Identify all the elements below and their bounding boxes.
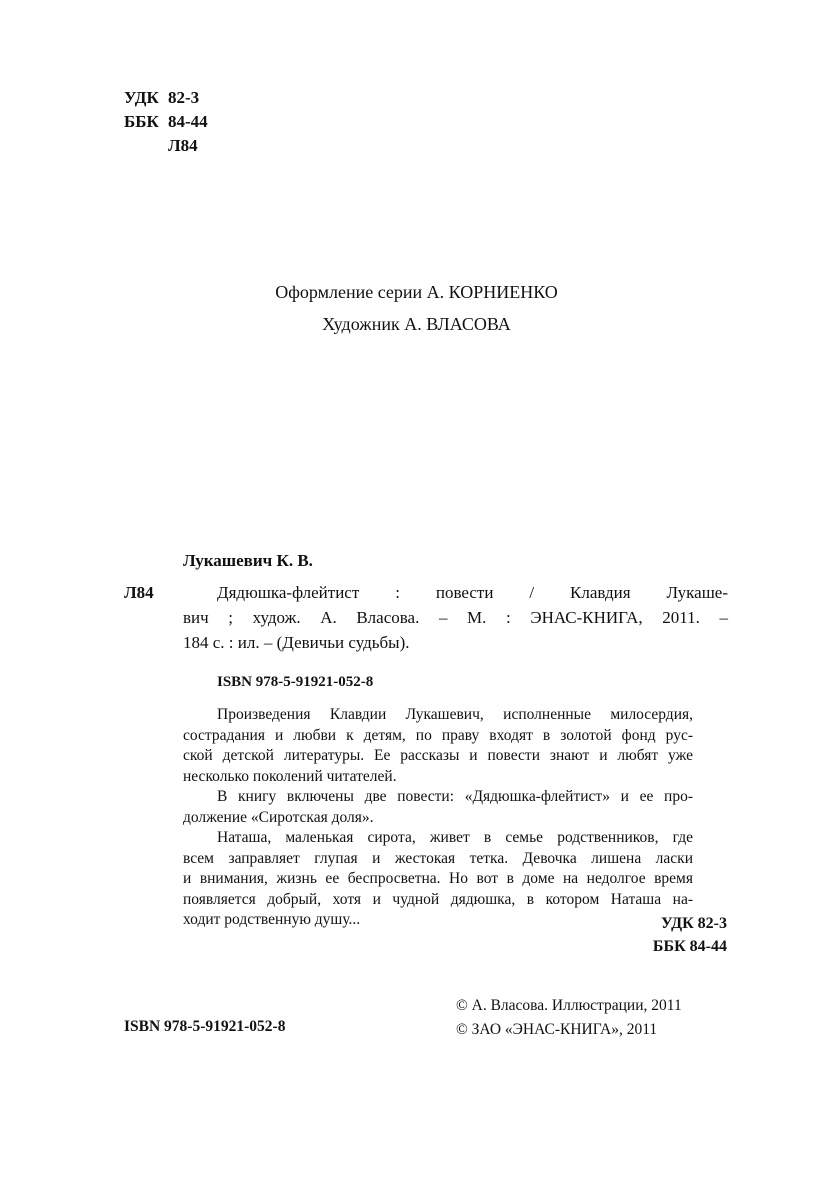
bbk-code-top: ББК 84-44: [124, 112, 208, 131]
classification-codes-bottom: [527, 912, 727, 958]
annotation-line: сострадания и любви к детям, по праву входят в золотой фонд рус-: [183, 726, 693, 744]
annotation-line: появляется добрый, хотя и чудной дядюшка, в котором Наташа на-: [183, 890, 693, 908]
classification-codes-top: [124, 86, 208, 158]
copyright-illustrations: © А. Власова. Иллюстрации, 2011: [456, 997, 682, 1014]
annotation-line: должение «Сиротская доля».: [183, 808, 374, 826]
udk-code-bottom: УДК 82-3: [660, 915, 727, 932]
annotation-line: всем заправляет глупая и жестокая тетка. Девочка лишена ласки: [183, 849, 693, 867]
series-design-credit: Оформление серии А. КОРНИЕНКО: [275, 282, 558, 302]
annotation-line: ской детской литературы. Ее рассказы и повести знают и любят уже: [183, 747, 693, 764]
copyright-publisher: © ЗАО «ЭНАС-КНИГА», 2011: [456, 1021, 658, 1038]
annotation-line: В книгу включены две повести: «Дядюшка-флейтист» и ее про-: [217, 788, 693, 805]
bbk-code-bottom: ББК 84-44: [652, 938, 727, 955]
copyright-block: [456, 994, 682, 1042]
annotation-line: Произведения Клавдии Лукашевич, исполненные милосердия,: [217, 706, 693, 723]
annotation-line: несколько поколений читателей.: [183, 767, 397, 785]
annotation-line: ходит родственную душу...: [183, 911, 361, 928]
udk-code-top: УДК 82-3: [124, 88, 200, 107]
isbn-footer: ISBN 978-5-91921-052-8: [124, 1018, 286, 1035]
annotation: [183, 705, 693, 931]
annotation-line: Наташа, маленькая сирота, живет в семье родственников, где: [217, 829, 693, 846]
author-sign-top: Л84: [168, 136, 198, 155]
artist-credit: Художник А. ВЛАСОВА: [322, 314, 511, 334]
bibliographic-description: [183, 580, 728, 655]
bib-line: Дядюшка-флейтист : повести / Клавдия Лукаше-: [217, 583, 728, 602]
bib-line: вич ; худож. А. Власова. – М. : ЭНАС-КНИГА, 2011. –: [183, 608, 728, 627]
bib-line: 184 с. : ил. – (Девичьи судьбы).: [183, 633, 410, 652]
isbn-record: ISBN 978-5-91921-052-8: [217, 674, 374, 690]
annotation-line: и внимания, жизнь ее беспросветна. Но вот в доме на недолгое время: [183, 870, 693, 887]
author-heading: Лукашевич К. В.: [183, 551, 313, 570]
shelf-mark: Л84: [124, 583, 154, 602]
